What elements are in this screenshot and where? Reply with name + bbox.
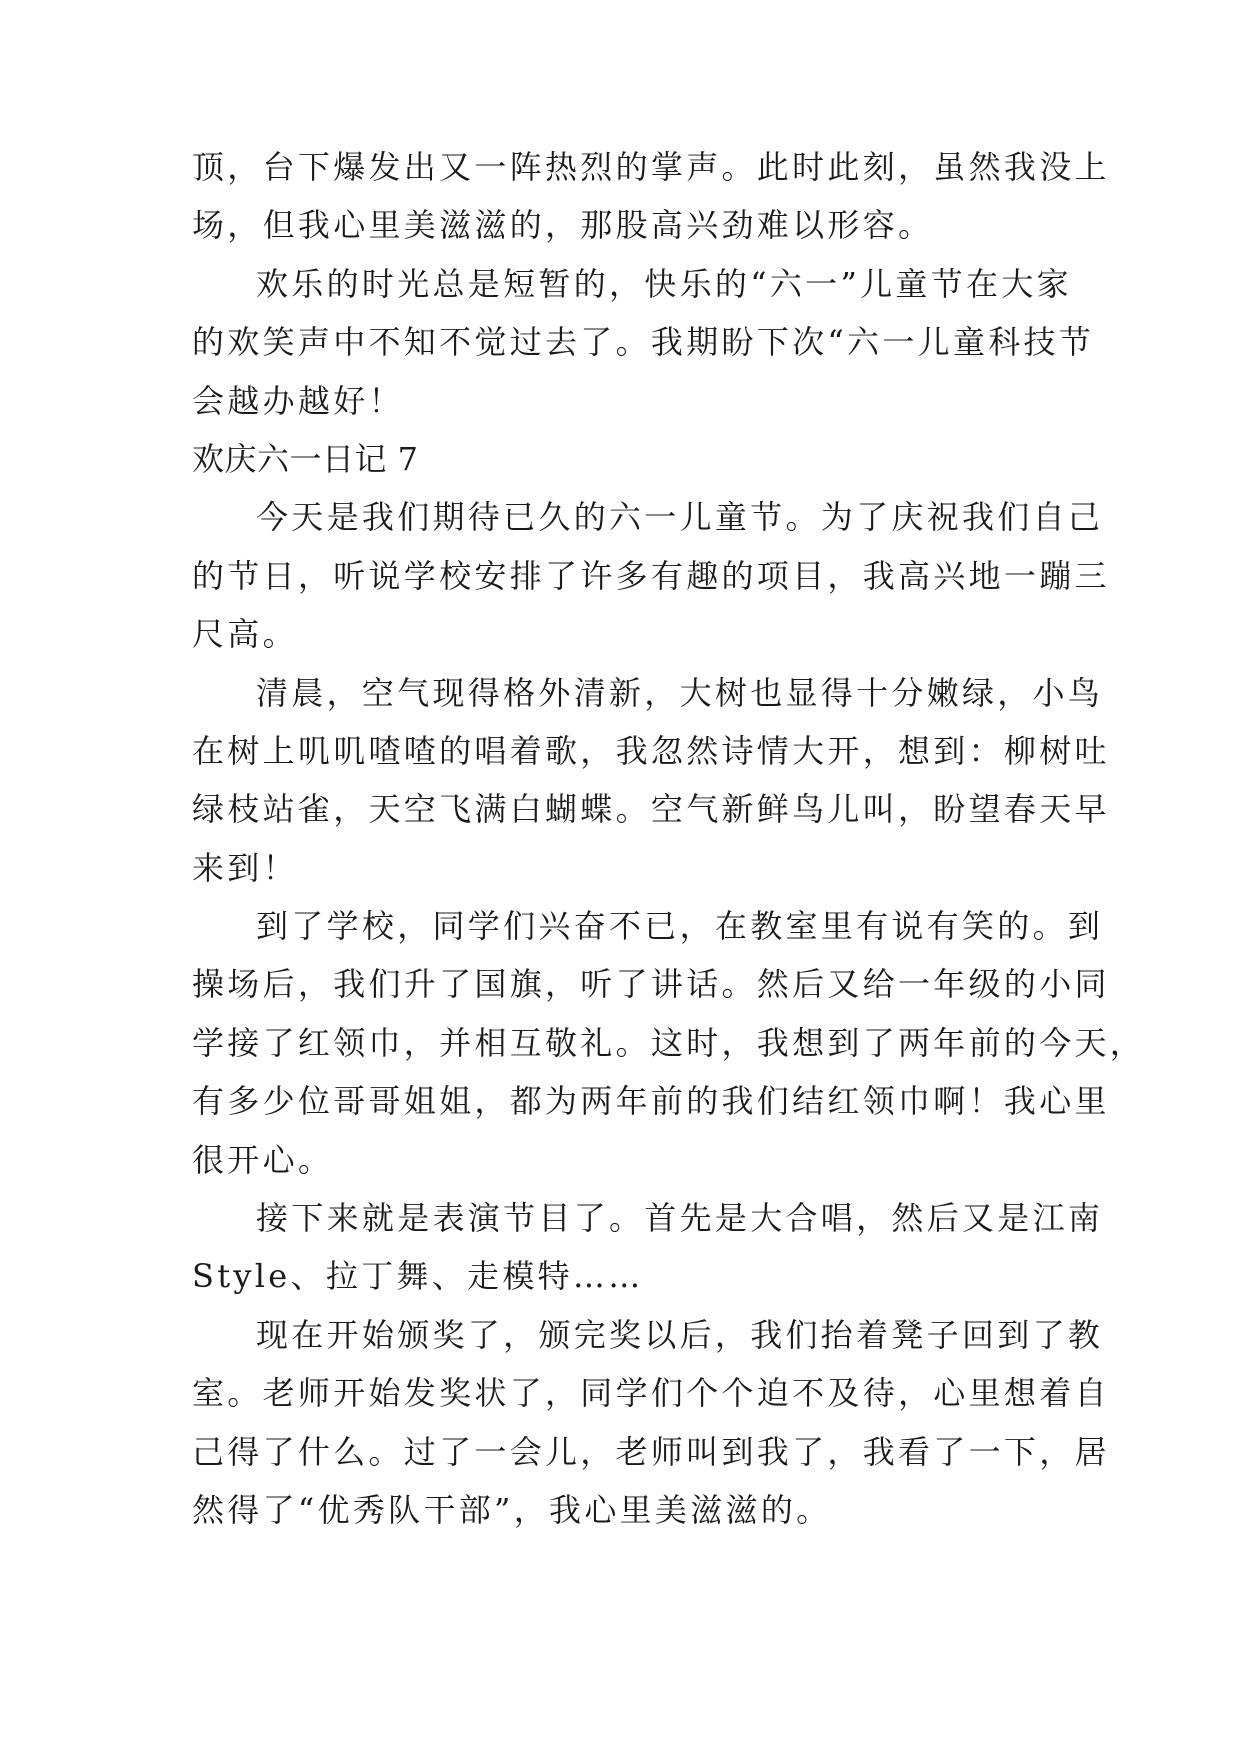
body-line: 欢乐的时光总是短暂的，快乐的“六一”儿童节在大家	[256, 264, 1072, 303]
body-line: 绿枝站雀，天空飞满白蝴蝶。空气新鲜鸟儿叫，盼望春天早	[192, 790, 1110, 829]
body-line: 在树上叽叽喳喳的唱着歌，我忽然诗情大开，想到：柳树吐	[192, 731, 1110, 770]
body-line: 室。老师开始发奖状了，同学们个个迫不及待，心里想着自	[192, 1374, 1110, 1413]
body-line: 的节日，听说学校安排了许多有趣的项目，我高兴地一蹦三	[192, 556, 1110, 595]
document-body	[192, 138, 1146, 1539]
body-line: 会越办越好！	[192, 381, 404, 420]
body-line: 顶，台下爆发出又一阵热烈的掌声。此时此刻，虽然我没上	[192, 148, 1110, 186]
section-heading: 欢庆六一日记 7	[192, 439, 419, 478]
body-line: 今天是我们期待已久的六一儿童节。为了庆祝我们自己	[256, 498, 1104, 537]
body-line: 来到！	[192, 848, 298, 887]
body-line: 的欢笑声中不知不觉过去了。我期盼下次“六一儿童科技节	[192, 323, 1095, 362]
body-line: 学接了红领巾，并相互敬礼。这时，我想到了两年前的今天，	[192, 1023, 1146, 1062]
body-line: 接下来就是表演节目了。首先是大合唱，然后又是江南	[256, 1199, 1104, 1238]
body-line: 场，但我心里美滋滋的，那股高兴劲难以形容。	[192, 206, 934, 245]
body-line: 很开心。	[192, 1140, 334, 1179]
body-line: 然得了“优秀队干部”，我心里美滋滋的。	[192, 1490, 832, 1529]
body-line: 现在开始颁奖了，颁完奖以后，我们抬着凳子回到了教	[256, 1315, 1104, 1354]
body-line: Style、拉丁舞、走模特……	[192, 1257, 644, 1296]
body-line: 清晨，空气现得格外清新，大树也显得十分嫩绿，小鸟	[256, 673, 1104, 712]
body-line: 己得了什么。过了一会儿，老师叫到我了，我看了一下，居	[192, 1432, 1110, 1471]
body-line: 尺高。	[192, 615, 298, 654]
body-line: 操场后，我们升了国旗，听了讲话。然后又给一年级的小同	[192, 965, 1110, 1004]
body-line: 有多少位哥哥姐姐，都为两年前的我们结红领巾啊！我心里	[192, 1082, 1110, 1121]
body-line: 到了学校，同学们兴奋不已，在教室里有说有笑的。到	[256, 907, 1104, 946]
